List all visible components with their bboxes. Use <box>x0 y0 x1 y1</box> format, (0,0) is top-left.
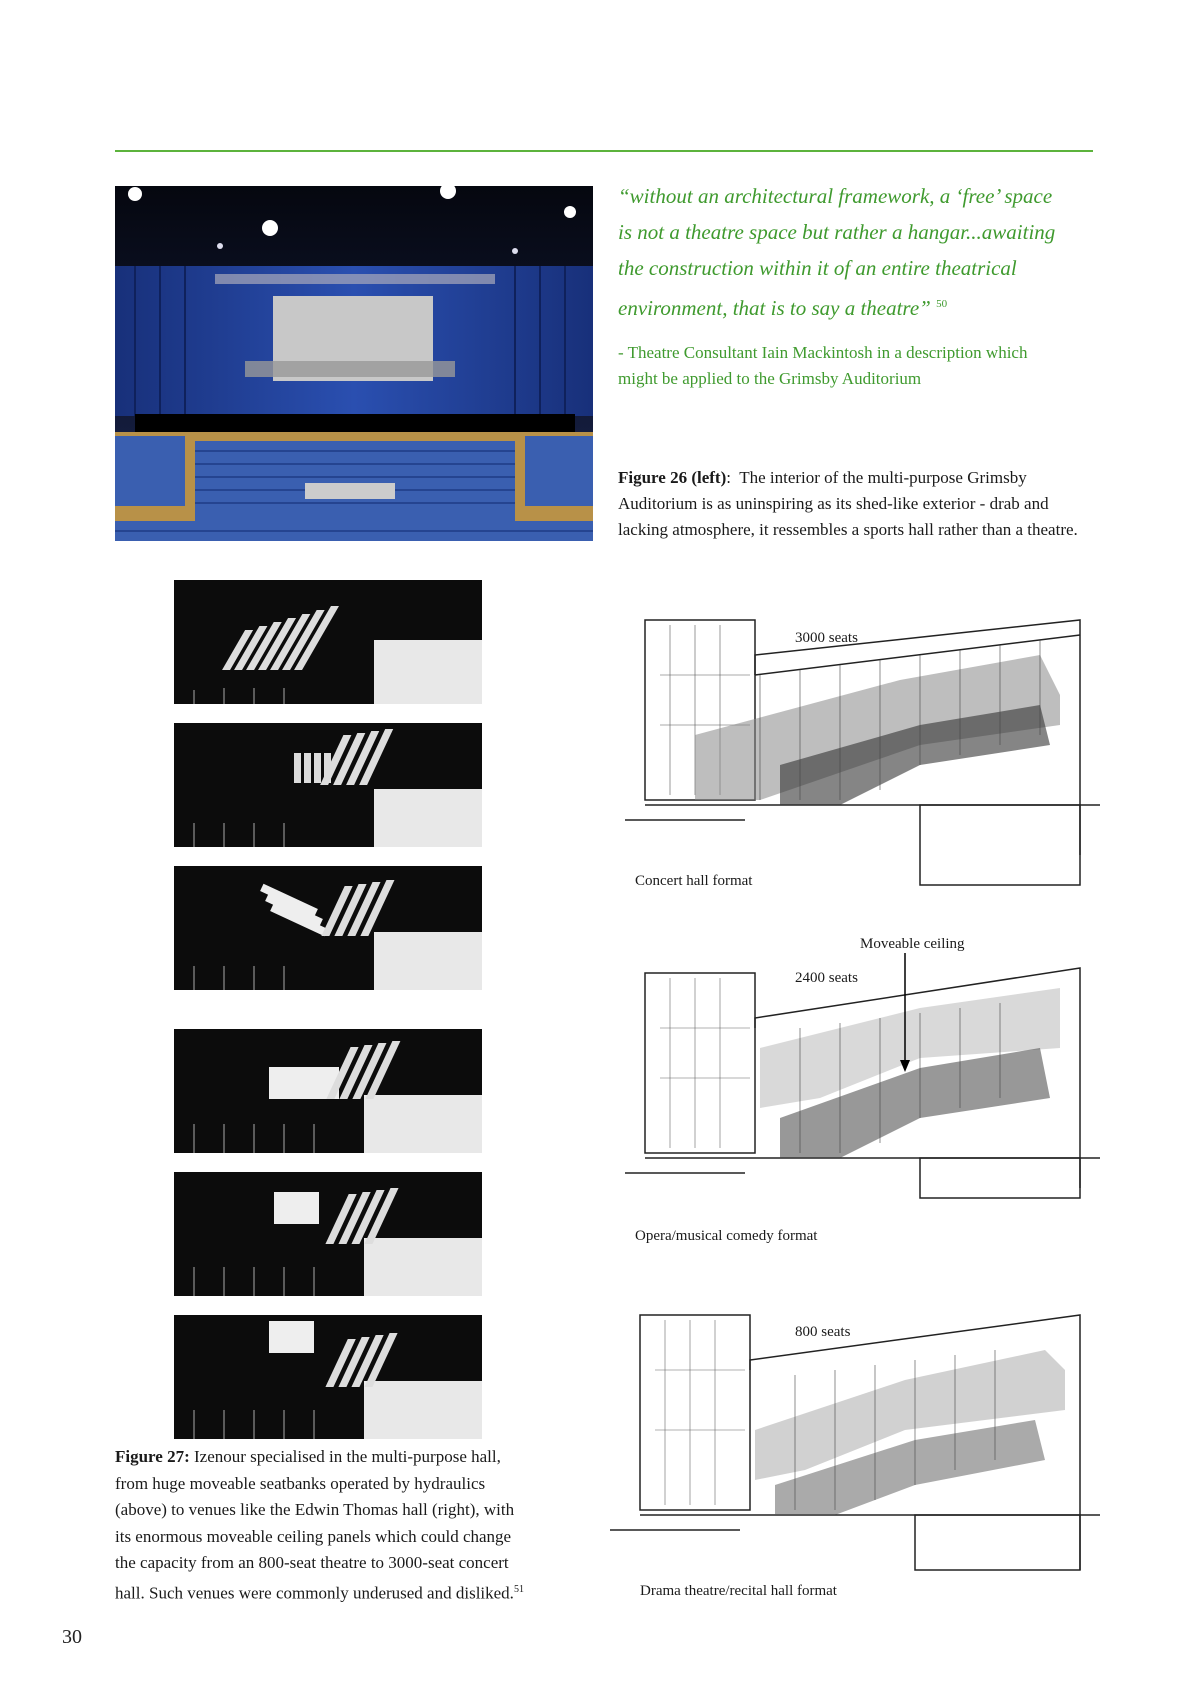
seatbank-photo <box>174 1172 482 1296</box>
seatbank-photo <box>174 1315 482 1439</box>
caption-text: The interior of the multi-purpose Grimsby <box>739 468 1027 487</box>
caption-line: (above) to venues like the Edwin Thomas hall (right), with <box>115 1500 515 1519</box>
format-label: Drama theatre/recital hall format <box>640 1583 837 1599</box>
quote-footnote-ref: 50 <box>936 298 948 310</box>
caption-line: Figure 26 (left): The interior of the multi-purpose Grimsby <box>618 468 1027 487</box>
seatbank-photo <box>174 1029 482 1153</box>
quote-attribution <box>618 340 1098 392</box>
figure-26-caption <box>618 465 1138 543</box>
seatbank-photo <box>174 723 482 847</box>
caption-line: lacking atmosphere, it ressembles a sports hall rather than a theatre. <box>618 520 1078 539</box>
figure-27-caption <box>115 1444 575 1607</box>
figure-27-label: Figure 27: <box>115 1447 190 1466</box>
caption-line <box>115 1444 575 1471</box>
seatbank-photo <box>174 580 482 704</box>
quote-line: the construction within it of an entire theatrical <box>618 256 1017 280</box>
quote-line: is not a theatre space but rather a hangar...awaiting <box>618 220 1056 244</box>
seat-count-label: 3000 seats <box>795 630 858 646</box>
attribution-line: - Theatre Consultant Iain Mackintosh in a description which <box>618 343 1028 362</box>
figure-26-label: Figure 26 (left) <box>618 468 727 487</box>
seat-count-label: 2400 seats <box>795 970 858 986</box>
concert-hall-section-drawing <box>620 615 1120 915</box>
pull-quote <box>618 178 1098 326</box>
moveable-ceiling-annotation: Moveable ceiling <box>860 936 965 952</box>
caption-line <box>115 1577 575 1607</box>
caption-line: its enormous moveable ceiling panels which could change <box>115 1526 512 1546</box>
page-number: 30 <box>62 1626 82 1648</box>
caption-line: from huge moveable seatbanks operated by hydraulics <box>115 1473 486 1493</box>
caption-footnote-ref: 51 <box>513 1583 524 1595</box>
drama-section-drawing <box>605 1310 1120 1610</box>
opera-section-drawing <box>620 936 1120 1248</box>
caption-text: hall. Such venues were commonly underused and disliked. <box>115 1583 514 1603</box>
quote-line: “without an architectural framework, a ‘free’ space <box>618 184 1053 208</box>
auditorium-photo <box>115 186 593 541</box>
seat-count-label: 800 seats <box>795 1324 851 1340</box>
seatbank-photo <box>174 866 482 990</box>
caption-line: the capacity from an 800-seat theatre to 3000-seat concert <box>115 1553 509 1572</box>
format-label: Opera/musical comedy format <box>635 1228 818 1244</box>
quote-line-text: environment, that is to say a theatre” <box>618 296 931 320</box>
quote-line <box>618 286 1098 326</box>
attribution-line: might be applied to the Grimsby Auditorium <box>618 369 922 388</box>
caption-line: Auditorium is as uninspiring as its shed-like exterior - drab and <box>618 494 1049 513</box>
format-label: Concert hall format <box>635 873 753 889</box>
caption-text: Izenour specialised in the multi-purpose hall, <box>194 1447 501 1466</box>
header-rule <box>115 150 1093 152</box>
